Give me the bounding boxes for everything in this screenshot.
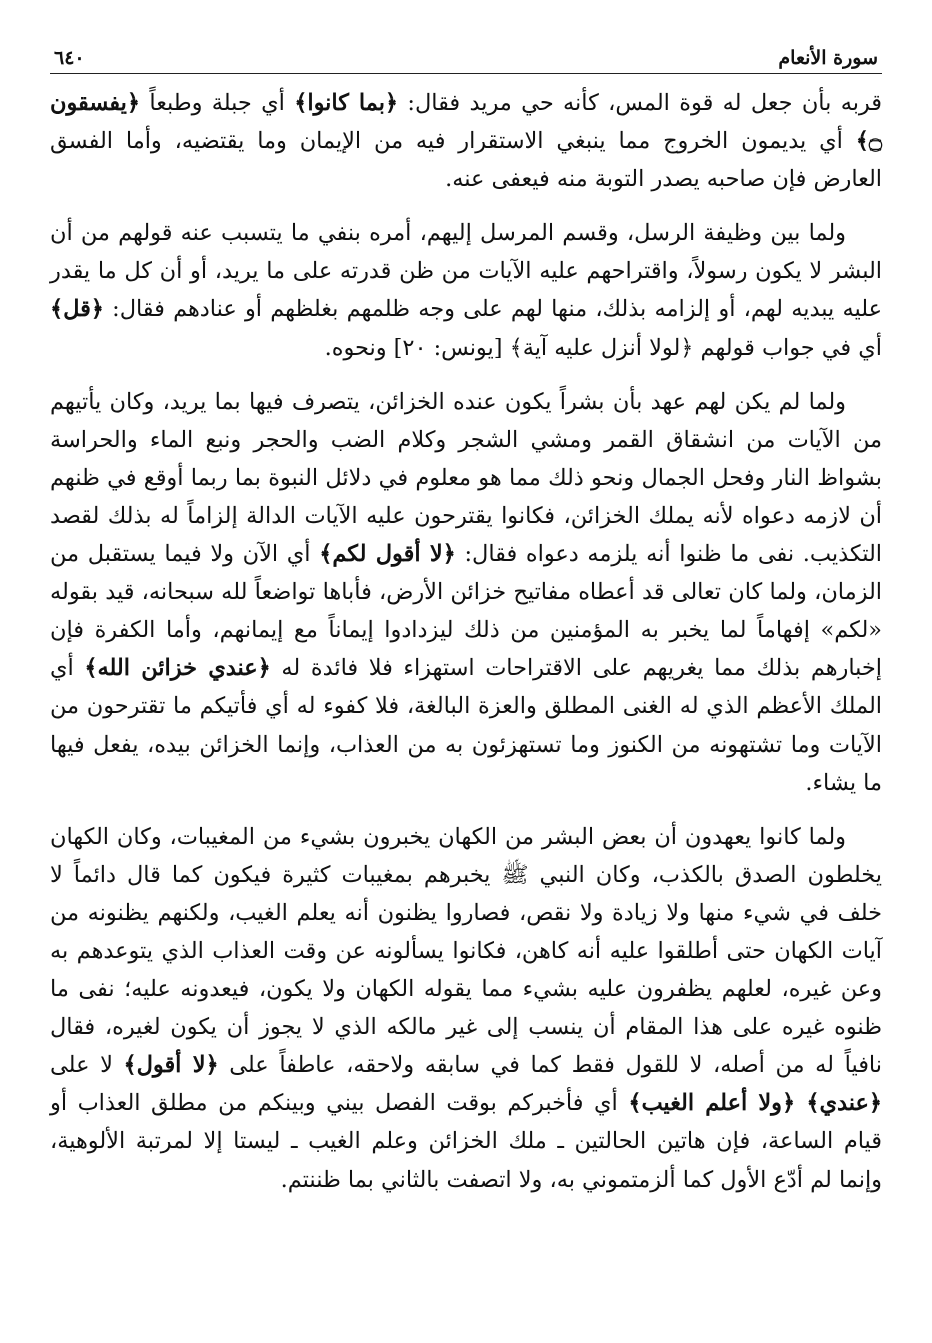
page-number: ٦٤٠ xyxy=(54,47,85,69)
paragraph xyxy=(50,214,882,366)
text-segment: أي في جواب قولهم ﴿لولا أنزل عليه آية﴾ [يونس: ٢٠] ونحوه. xyxy=(324,334,882,361)
paragraph xyxy=(50,383,882,802)
quran-quote: ﴿قل﴾ xyxy=(50,296,104,323)
text-segment: ولما كانوا يعهدون أن بعض البشر من الكهان يخبرون بشيء من المغيبات، وكان الكهان يخلطون الصدق بالكذب، وكان النبي ﷺ يخبرهم بمغيبات كثيرة فيكون كما قال دائماً لا خلف في شيء منها ولا زيادة ولا نقص، فصاروا يظنون أنه يعلم الغيب، ولكنهم يظنونه من آيات الكهان حتى أطلقوا عليه أنه كاهن، فكانوا يسألونه عن وقت العذاب الذي يتوعدهم به وعن غيره، لعلهم يظفرون عليه بشيء مما يقوله الكهان ولا يكون، فيعدونه عليه؛ نفى ما ظنوه غيره على هذا المقام أن ينسب إلى غير مالكه الذي لا يجوز أن يكون لغيره، فقال نافياً له من أصله، لا للقول فقط كما في سابقه ولاحقه، عاطفاً على xyxy=(50,823,882,1079)
text-segment: أي الملك الأعظم الذي له الغنى المطلق والعزة البالغة، فلا كفوء له أي فأتيكم ما تقترحون من الآيات وما تشتهونه من الكنوز وما تستهزئون به من العذاب، وإنما الخزائن بيده، يفعل فيها ما يشاء. xyxy=(50,655,882,796)
surah-title: سورة الأنعام xyxy=(778,47,878,69)
quran-quote: ﴿عندي﴾ ﴿ولا أعلم الغيب﴾ xyxy=(628,1090,882,1117)
quran-quote: ﴿لا أقول﴾ xyxy=(123,1052,219,1079)
text-segment: أي فأخبركم بوقت الفصل بيني وبينكم من مطلق العذاب أو قيام الساعة، فإن هاتين الحالتين ـ ملك الخزائن وعلم الغيب ـ ليستا إلا لمرتبة الألوهية، وإنما لم أدّع الأول كما ألزمتموني به، ولا اتصفت بالثاني بما ظننتم. xyxy=(50,1090,882,1193)
paragraph xyxy=(50,818,882,1199)
text-segment: قربه بأن جعل له قوة المس، كأنه حي مريد فقال: xyxy=(398,90,882,116)
text-segment: ولما بين وظيفة الرسل، وقسم المرسل إليهم، أمره بنفي ما يتسبب عنه قولهم من أن البشر لا يكون رسولاً، واقتراحهم عليه الآيات من ظن قدرته على ما يريد، أو أن كل ما يقدر عليه يبديه لهم، أو إلزامه بذلك، منها لهم على وجه ظلمهم بغلظهم أو عنادهم فقال: xyxy=(50,220,882,323)
text-segment: ولما لم يكن لهم عهد بأن بشراً يكون عنده الخزائن، يتصرف فيها بما يريد، وكان يأتيهم من الآيات من انشقاق القمر ومشي الشجر وكلام الضب والحجر ونبع الماء والحراسة بشواظ النار وفحل الجمال ونحو ذلك مما هو معلوم في دلائل النبوة بما ربما أوقع في ظنهم أن لازمه دعواه لأنه يملك الخزائن، فكانوا يقترحون عليه الآيات الدالة إلزاماً له بذلك لقصد التكذيب. نفى ما ظنوا أنه يلزمه دعواه فقال: xyxy=(50,388,882,568)
document-page xyxy=(50,40,882,1215)
quran-quote: ﴿بما كانوا﴾ xyxy=(294,90,399,116)
page-header xyxy=(50,40,882,74)
paragraph xyxy=(50,84,882,198)
text-segment: لا على xyxy=(50,1052,124,1079)
text-segment: أي الآن ولا فيما يستقبل من الزمان، ولما كان تعالى قد أعطاه مفاتيح خزائن الأرض، فأباها تواضعاً لله سبحانه، قيد بقوله «لكم» إفهاماً لما يخبر به المؤمنين من ذلك ليزدادوا إيماناً مع إيمانهم، وأما الكفرة فإن إخبارهم بذلك مما يغريهم على الاقتراحات استهزاء فلا فائدة له xyxy=(50,541,882,682)
text-segment: أي يديمون الخروج مما ينبغي الاستقرار فيه من الإيمان وما يقتضيه، وأما الفسق العارض فإن صاحبه يصدر التوبة منه فيعفى عنه. xyxy=(50,128,882,193)
quran-quote: ﴿لا أقول لكم﴾ xyxy=(319,541,456,568)
page-body xyxy=(50,84,882,1199)
quran-quote: ﴿يفسقون ۝﴾ xyxy=(50,90,882,155)
quran-quote: ﴿عندي خزائن الله﴾ xyxy=(84,655,271,682)
text-segment: أي جبلة وطبعاً xyxy=(140,90,295,116)
